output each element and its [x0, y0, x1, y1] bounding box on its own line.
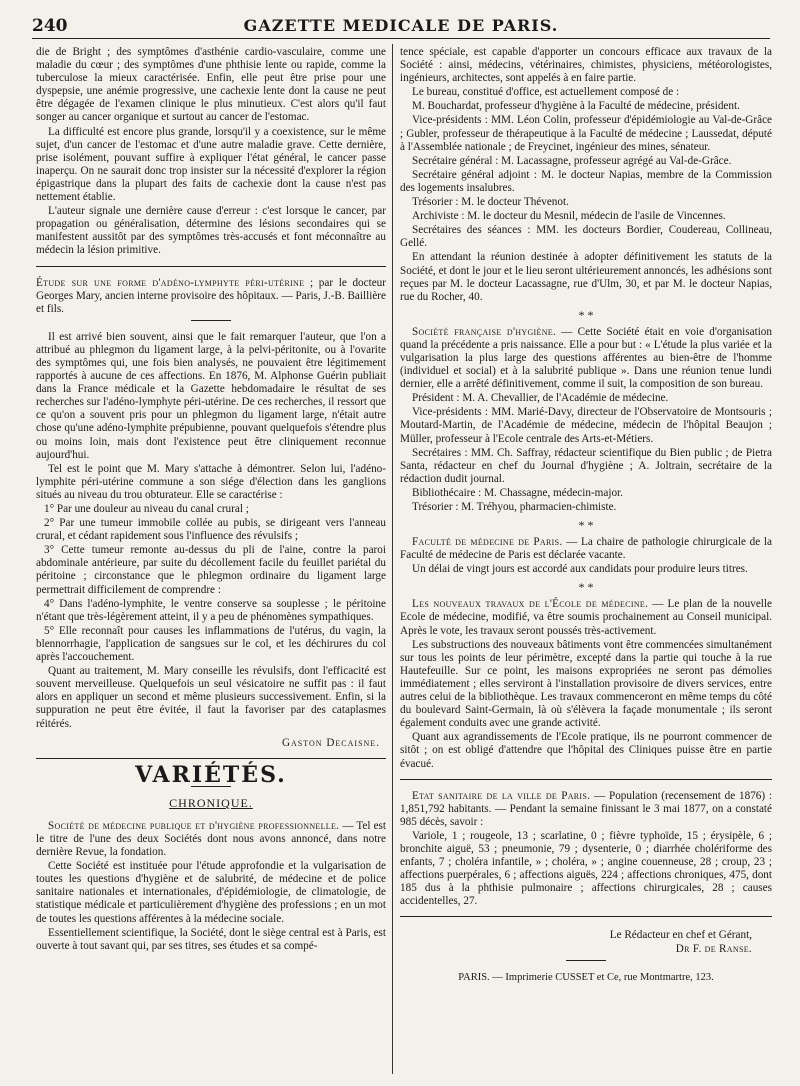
column-divider — [392, 44, 393, 1074]
list-item: 2° Par une tumeur immobile collée au pubis, se dirigeant vers l'anneau crural, et cédant rapidement sous l'influence des révulsifs ; — [36, 517, 386, 543]
section-rule — [36, 758, 386, 759]
paragraph: die de Bright ; des symptômes d'asthénie cardio-vasculaire, comme une maladie du cœur ; des symptômes d'une phthisie lente ou rapide, comme la tuberculose la mieux caractérisée. Enfin, elle peut être prise pour une dyspepsie, une anémie progressive, une cachexie lente dont la cause ne peut être dégagée de l'examen clinique le plus minutieux. C'est alors qu'il faut songer au cancer organique et surtout au cancer de l'estomac. — [36, 46, 386, 124]
left-column — [36, 46, 386, 1076]
news-title: Société de médecine publique et d'hygiène professionnelle. — [48, 819, 340, 832]
paragraph: Tel est le point que M. Mary s'attache à démontrer. Selon lui, l'adéno-lymphite péri-utérine commune a son siége d'élection dans les ganglions situés au niveau du trou obturateur. Elle se caractérise : — [36, 462, 386, 501]
paragraph: Bibliothécaire : M. Chassagne, médecin-major. — [412, 486, 623, 499]
journal-title: GAZETTE MEDICALE DE PARIS. — [243, 16, 559, 35]
asterism: * * — [578, 580, 594, 595]
paragraph: Secrétaires des séances : MM. les docteurs Bordier, Coudereau, Collineau, Gellé. — [400, 224, 772, 250]
news-item — [400, 598, 772, 637]
news-item — [400, 536, 772, 562]
paragraph: Trésorier : M. le docteur Thévenot. — [412, 196, 569, 209]
list-item: 4° Dans l'adéno-lymphite, le ventre conserve sa souplesse ; le péritoine n'étant que très-légèrement atteint, il y a peu de phénomènes sympathiques. — [36, 597, 386, 623]
editor-name: Dr F. de Ranse. — [675, 942, 752, 955]
list-item: 1° Par une douleur au niveau du canal crural ; — [44, 503, 249, 515]
news-item — [400, 326, 772, 391]
paragraph: Président : M. A. Chevallier, de l'Académie de médecine. — [412, 392, 669, 405]
news-body: — Tel est le titre de l'une des deux Sociétés dont nous avons annoncé, dans notre dernière Revue, la fondation. — [36, 819, 386, 859]
paragraph: Vice-présidents : MM. Léon Colin, professeur d'épidémiologie au Val-de-Grâce ; Gubler, professeur de thérapeutique à la Faculté de médecine ; Laussedat, député à l'Assemblée nationale ; de Freycinet, ingénieur des mines, sénateur. — [400, 114, 772, 153]
paragraph: Il est arrivé bien souvent, ainsi que le fait remarquer l'auteur, que l'on a attribué au phlegmon du ligament large, à la pelvi-péritonite, ou à l'ovarite des symptômes qui, une fois bien analysés, ne pouvaient être légitimement rapportés à aucune de ces affections. En 1876, M. Alphonse Guérin publiait dans la France médicale et la Gazette hebdomadaire le résultat de ses recherches sur l'adéno-lymphyte péri-utérine. De ces recherches, il ressort que ce qu'on a souvent pris pour un phlegmon du ligament large, n'était autre chose qu'une adéno-lymphite prépubienne, pouvant quelquefois s'étendre plus ou moins loin, mais dont l'existence peut être cliniquement reconnue aujourd'hui. — [36, 330, 386, 461]
paragraph: Essentiellement scientifique, la Société, dont le siège central est à Paris, est ouverte à tout savant qui, par ses titres, ses études et sa compé- — [36, 926, 386, 952]
news-item — [400, 790, 772, 829]
page-header — [32, 14, 770, 39]
asterism: * * — [578, 518, 594, 533]
paragraph: Un délai de vingt jours est accordé aux candidats pour produire leurs titres. — [412, 563, 748, 576]
paragraph: Le bureau, constitué d'office, est actuellement composé de : — [412, 86, 680, 99]
list-item: 5° Elle reconnaît pour causes les inflammations de l'utérus, du vagin, la blennorrhagie, l'application de sangsues sur le col, et les déchirures du col après l'accouchement. — [36, 624, 386, 664]
review-title: Étude sur une forme d'adéno-lymphyte péri-utérine — [36, 276, 305, 289]
section-title: VARIÉTÉS. — [135, 761, 287, 788]
news-title: Faculté de médecine de Paris. — [412, 536, 563, 549]
paragraph: Secrétaires : MM. Ch. Saffray, rédacteur scientifique du Bien public ; de Pietra Santa, rédacteur en chef du Journal d'hygiène ; A. Joltrain, secrétaire de la rédaction dudit journal. — [400, 446, 772, 485]
paragraph: Trésorier : M. Tréhyou, pharmacien-chimiste. — [412, 501, 617, 513]
news-title: Société française d'hygiène. — [412, 325, 557, 338]
paragraph: Archiviste : M. le docteur du Mesnil, médecin de l'asile de Vincennes. — [412, 210, 726, 223]
news-body: — Le plan de la nouvelle Ecole de médecine, modifié, va être soumis prochainement au Conseil municipal. Après le vote, les travaux seront poussés très-activement. — [400, 598, 772, 637]
section-rule — [36, 266, 386, 267]
paragraph: Variole, 1 ; rougeole, 13 ; scarlatine, 0 ; fièvre typhoïde, 15 ; érysipèle, 6 ; bronchite aiguë, 53 ; pneumonie, 79 ; dysenterie, 0 ; diarrhée cholériforme des enfants, 7 ; choléra infantile, » ; choléra, » ; angine couenneuse, 28 ; croup, 23 ; affections puerpérales, 6 ; affections aiguës, 224 ; affections chroniques, 475, dont 185 dus à la phthisie pulmonaire ; affections chirurgicales, 28 ; causes accidentelles, 27. — [400, 829, 772, 908]
news-body: — Cette Société était en voie d'organisation quand la précédente a pris naissance. Elle a pour but : « L'étude la plus variée et la vulgarisation la plus large des questions afférentes au bien-être de l'homme (individuel et social) et à la salubrité publique ». Dans une réunion tenue lundi dernier, elle a arrêté définitivement, comme il suit, la composition de son bureau. — [400, 325, 772, 391]
paragraph: L'auteur signale une dernière cause d'erreur : c'est lorsque le cancer, par propagation ou généralisation, détermine des lésions secondaires qui se manifestent aussitôt par des symptômes très-accusés et font méconnaître au médecin la lésion primitive. — [36, 205, 386, 257]
page-number: 240 — [32, 16, 68, 36]
right-column — [400, 46, 772, 1076]
news-title: Etat sanitaire de la ville de Paris. — [412, 789, 591, 802]
paragraph: Cette Société est instituée pour l'étude approfondie et la vulgarisation de toutes les questions d'hygiène et de salubrité, de médecine et de police sanitaire nationales et internationales, d'épidémiologie, de climatologie, de statistique médicale et particulièrement d'hygiène des professions ; en un mot de toutes les questions afférentes à la médecine sociale. — [36, 860, 386, 925]
news-title: Les nouveaux travaux de l'École de médecine. — [412, 598, 649, 611]
list-item: 3° Cette tumeur remonte au-dessus du pli de l'aine, contre la paroi abdominale antérieure, par suite du décollement facile du feuillet pariétal du péritoine ; circonstance que le phlegmon ordinaire du ligament large permettrait difficilement de comprendre : — [36, 544, 386, 596]
paragraph: La difficulté est encore plus grande, lorsqu'il y a coexistence, sur le même sujet, d'un cancer de l'estomac et d'une autre maladie grave. Cette dernière, prise isolément, pouvant suffire à expliquer l'état général, le cancer passe inaperçu. On ne saurait donc trop insister sur la nécessité d'explorer la région épigastrique dans la plupart des faits de cachexie dont la cause n'est pas nettement établie. — [36, 125, 386, 204]
paragraph: Secrétaire général : M. Lacassagne, professeur agrégé au Val-de-Grâce. — [412, 154, 732, 167]
author-signature: Gaston Decaisne. — [281, 736, 380, 749]
editor-signature — [400, 929, 752, 955]
news-body: — La chaire de pathologie chirurgicale de la Faculté de médecine de Paris est déclarée vacante. — [400, 536, 772, 562]
review-byline: ; par le docteur Georges Mary, ancien interne provisoire des hôpitaux. — Paris, J.-B. Baillière et fils. — [36, 276, 386, 315]
news-body: — Population (recensement de 1876) : 1,851,792 habitants. — Pendant la semaine finissant le 3 mai 1877, on a constaté 985 décès, savoir : — [400, 789, 772, 828]
short-rule — [191, 320, 231, 321]
section-rule — [400, 916, 772, 917]
asterism: * * — [578, 307, 594, 322]
section-rule — [400, 779, 772, 780]
news-item — [36, 820, 386, 859]
paragraph: M. Bouchardat, professeur d'hygiène à la Faculté de médecine, président. — [412, 100, 740, 113]
paragraph: Quant au traitement, M. Mary conseille les révulsifs, dont l'efficacité est souvent merveilleuse. Quelquefois un seul vésicatoire ne suffit pas : il faut alors en appliquer un second et même plusieurs successivement. Enfin, si la suppuration ne peut être évitée, il faut la favoriser par des cataplasmes réitérés. — [36, 665, 386, 730]
review-heading — [36, 277, 386, 316]
paragraph: tence spéciale, est capable d'apporter un concours efficace aux travaux de la Société : ainsi, médecins, vétérinaires, chimistes, physiciens, météorologistes, ingénieurs, architectes, sont appelés à en faire partie. — [400, 46, 772, 85]
paragraph: Les substructions des nouveaux bâtiments vont être commencées simultanément sur tous les points de leur périmètre, excepté dans la partie qui touche à la rue Hautefeuille. Sur ce point, les maisons expropriées ne seront pas démolies immédiatement ; elles serviront à l'installation provisoire de divers services, entre autres celui de la bibliothèque. Les travaux commenceront en même temps du côté du boulevard Saint-Germain, là où s'élèvera la façade monumentale ; ils seront également conduits avec une grande activité. — [400, 638, 772, 730]
short-rule — [566, 960, 606, 961]
paragraph: Secrétaire général adjoint : M. le docteur Napias, membre de la Commission des logements insalubres. — [400, 168, 772, 194]
editor-line: Le Rédacteur en chef et Gérant, — [609, 929, 752, 942]
paragraph: Vice-présidents : MM. Marié-Davy, directeur de l'Observatoire de Montsouris ; Moutard-Martin, de l'Académie de médecine, médecin de l'hôpital Beaujon ; Müller, professeur à l'Ecole centrale des Arts-et-Métiers. — [400, 406, 772, 445]
printer-imprint: PARIS. — Imprimerie CUSSET et Ce, rue Montmartre, 123. — [458, 971, 714, 983]
subsection-title: CHRONIQUE. — [169, 795, 253, 810]
paragraph: Quant aux agrandissements de l'Ecole pratique, ils ne pourront commencer de sitôt ; on est obligé d'attendre que l'hôpital des Cliniques puisse être en partie évacué. — [400, 731, 772, 770]
criteria-list — [36, 503, 386, 664]
paragraph: En attendant la réunion destinée à adopter définitivement les statuts de la Société, et dont le jour et le lieu seront ultérieurement annoncés, les adhésions sont reçues par M. le docteur Lacassagne, rue d'Ulm, 30, et par M. le docteur Napias, rue du Rocher, 40. — [400, 251, 772, 303]
